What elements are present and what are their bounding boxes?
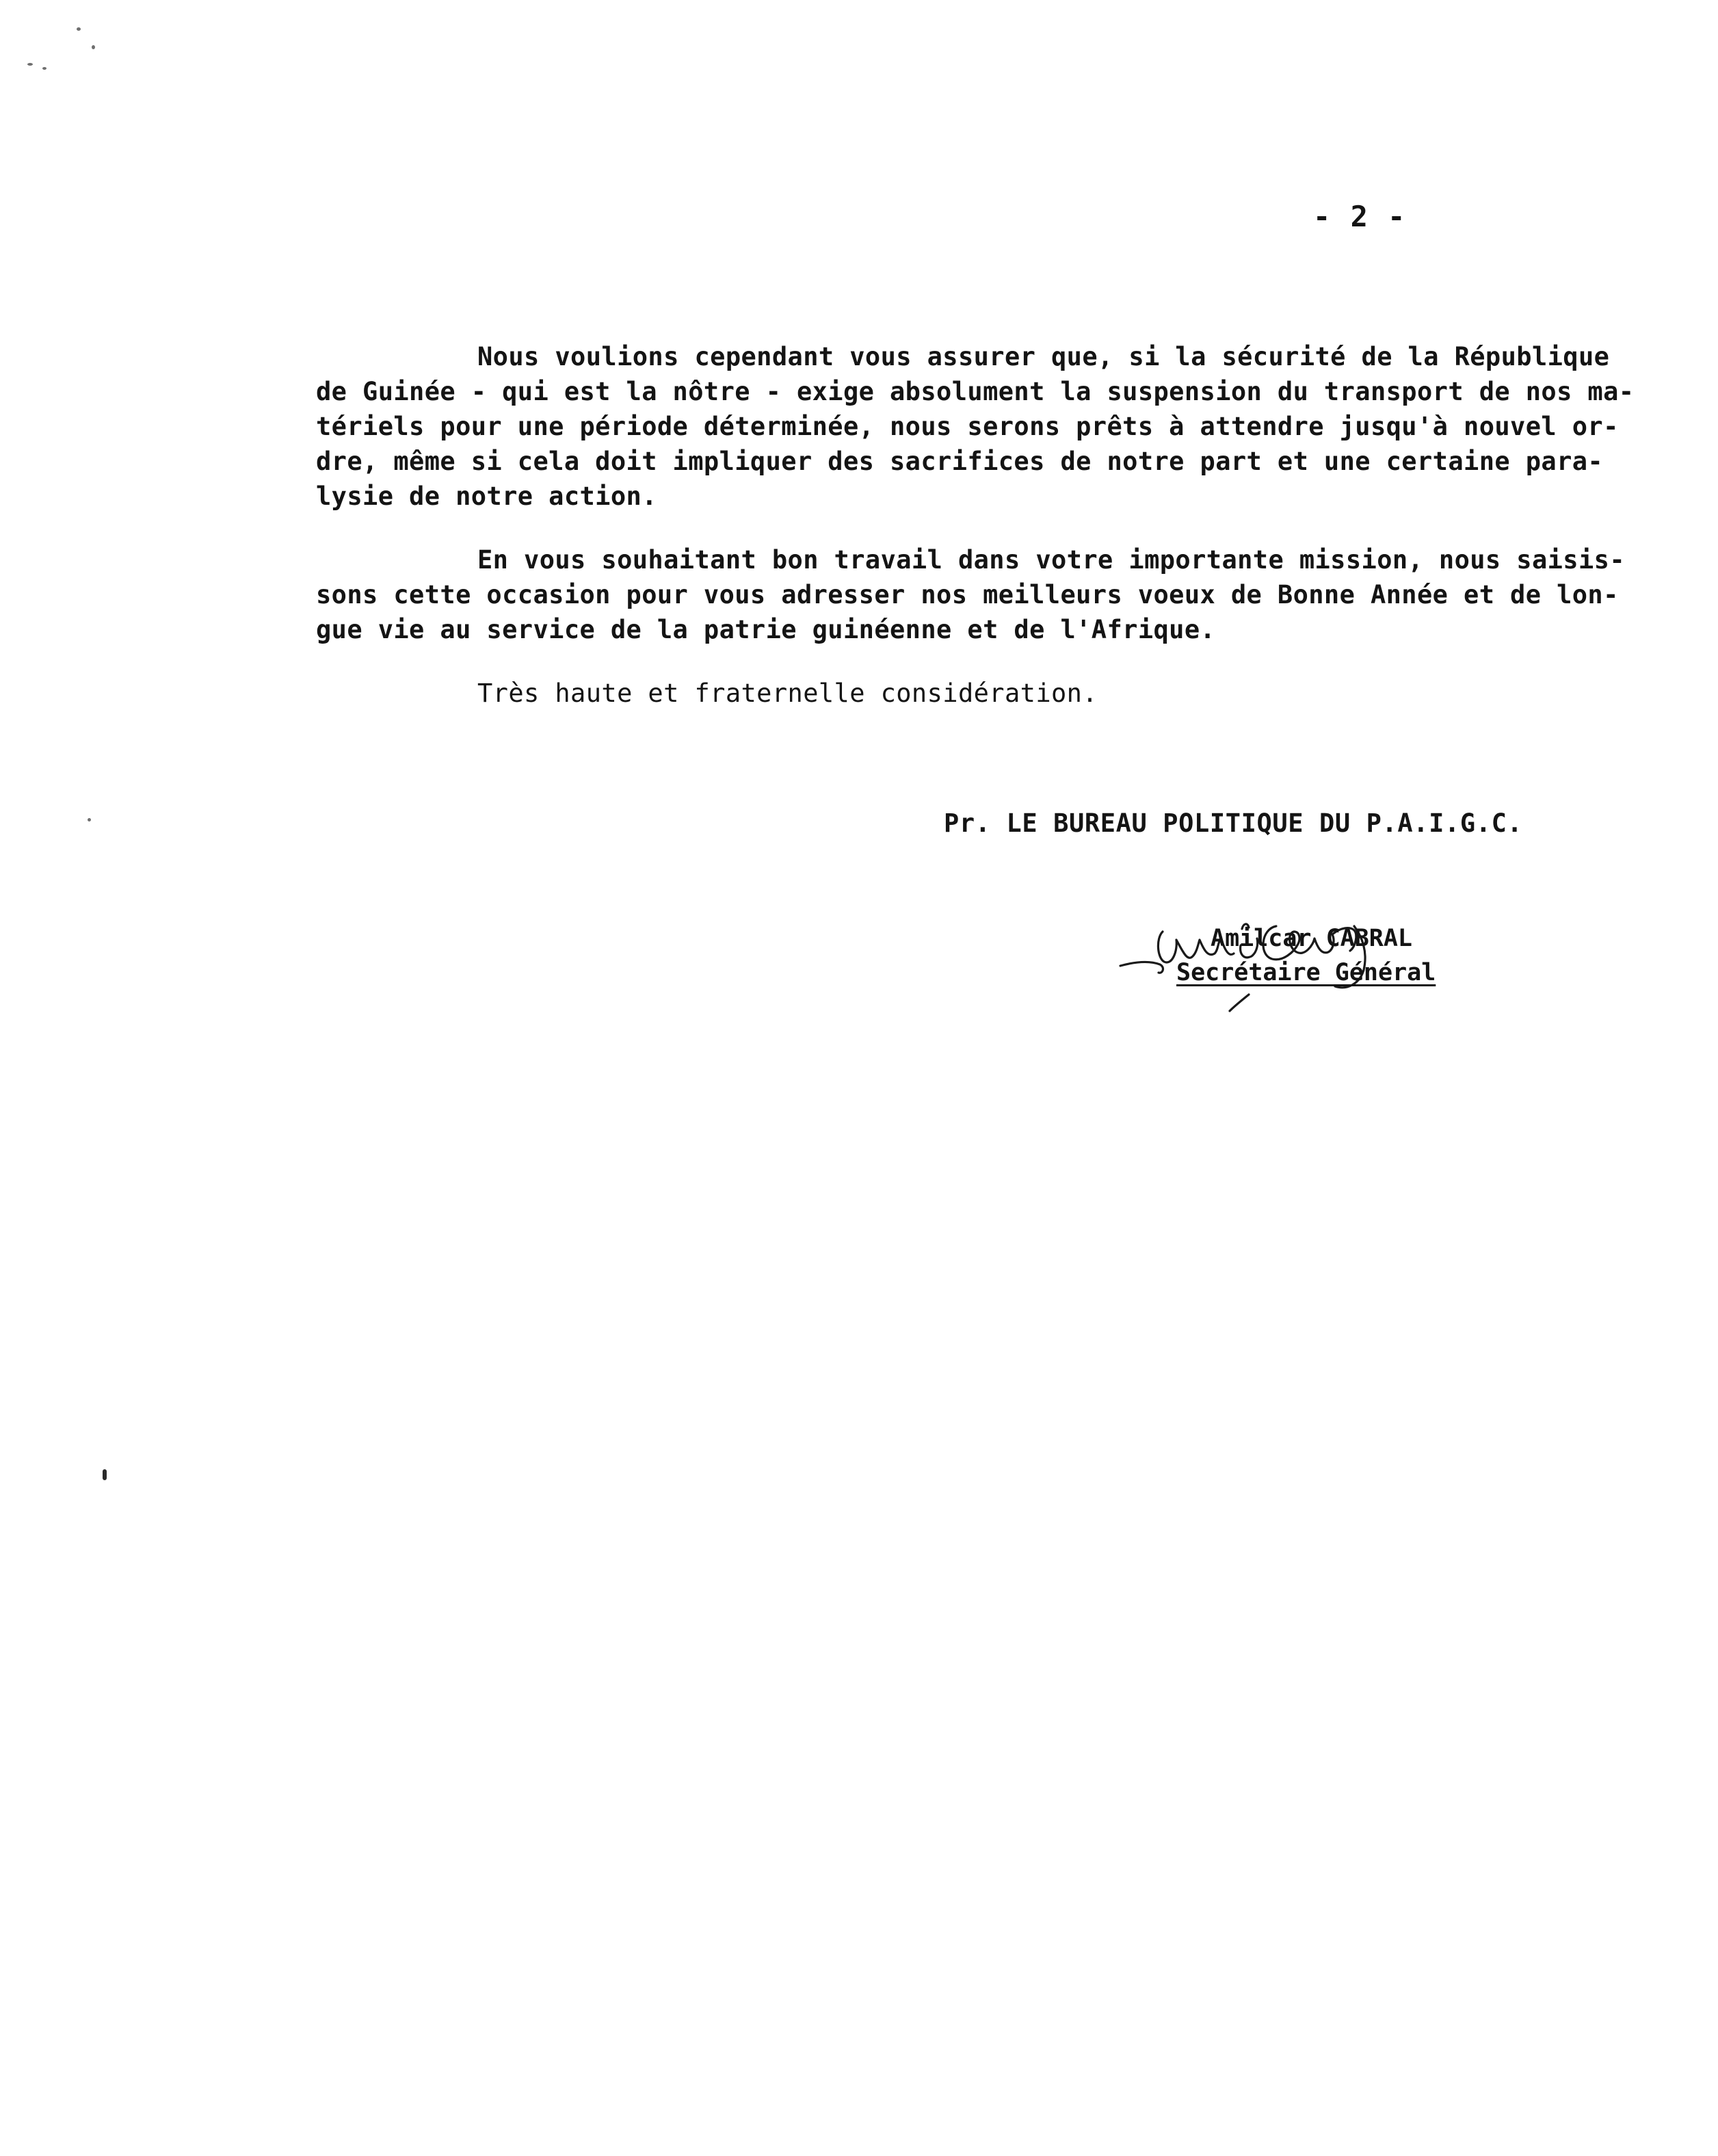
page-number: - 2 -	[1313, 200, 1407, 233]
text-line: lysie de notre action.	[316, 482, 657, 511]
scan-speck	[103, 1469, 107, 1480]
scan-speck	[42, 67, 47, 70]
paragraph-wishes	[316, 542, 1663, 647]
text-line: dre, même si cela doit impliquer des sacrifices de notre part et une certaine para-	[316, 447, 1604, 476]
text-line: gue vie au service de la patrie guinéenne et de l'Afrique.	[316, 615, 1216, 644]
closing-formula: Très haute et fraternelle considération.	[477, 679, 1098, 708]
signature-area	[1115, 891, 1470, 1041]
text-line: Nous voulions cependant vous assurer que, si la sécurité de la République	[477, 342, 1610, 371]
letter-body	[316, 339, 1663, 739]
scan-speck	[77, 27, 81, 31]
scan-speck	[92, 45, 95, 49]
organization-line: Pr. LE BUREAU POLITIQUE DU P.A.I.G.C.	[944, 808, 1523, 838]
text-line: tériels pour une période déterminée, nous serons prêts à attendre jusqu'à nouvel or-	[316, 412, 1619, 441]
text-line: de Guinée - qui est la nôtre - exige absolument la suspension du transport de nos ma-	[316, 377, 1635, 406]
signatory-name: Amilcar CABRAL	[1211, 925, 1413, 952]
text-line: sons cette occasion pour vous adresser nos meilleurs voeux de Bonne Année et de lon-	[316, 580, 1619, 609]
paragraph-assurance	[316, 339, 1663, 514]
signature-block	[944, 808, 1559, 986]
scan-speck	[88, 818, 91, 821]
scan-speck	[27, 63, 33, 66]
text-line: En vous souhaitant bon travail dans votre importante mission, nous saisis-	[477, 545, 1626, 575]
paragraph-closing	[316, 676, 1663, 711]
signatory-title: Secrétaire Général	[1176, 959, 1436, 986]
